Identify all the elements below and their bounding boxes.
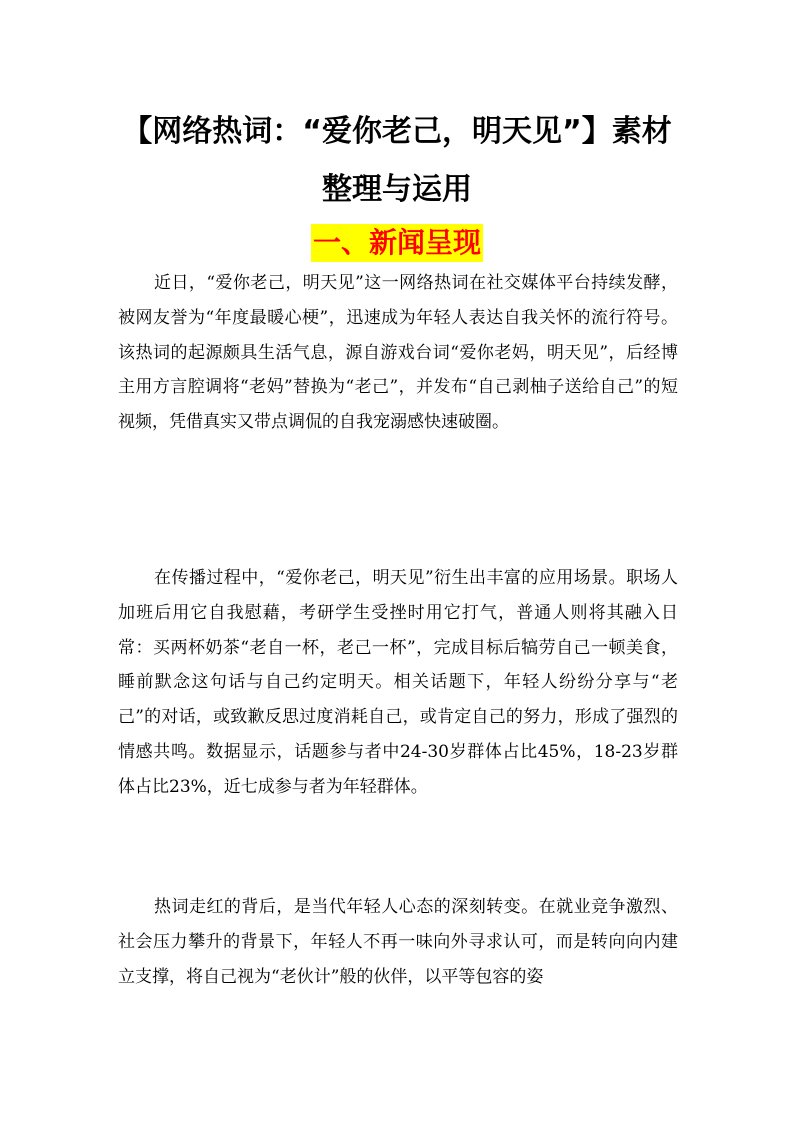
document-title-line1: 【网络热词：“爱你老己，明天见”】素材 <box>122 114 672 149</box>
body-paragraph: 热词走红的背后，是当代年轻人心态的深刻转变。在就业竞争激烈、社会压力攀升的背景下，年轻人不再一味向外寻求认可，而是转向向内建立支撑，将自己视为“老伙计”般的伙伴，以平等包容的姿 <box>118 897 678 987</box>
body-paragraph: 在传播过程中，“爱你老己，明天见”衍生出丰富的应用场景。职场人加班后用它自我慰藉，考研学生受挫时用它打气，普通人则将其融入日常：买两杯奶茶“老自一杯，老己一杯”，完成目标后犒劳自己一顿美食，睡前默念这句话与自己约定明天。相关话题下，年轻人纷纷分享与“老己”的对话，或致歉反思过度消耗自己，或肯定自己的努力，形成了强烈的情感共鸣。数据显示，话题参与者中24-30岁群体占比45%，18-23岁群体占比23%，近七成参与者为年轻群体。 <box>118 568 678 797</box>
section-heading-news <box>0 224 794 264</box>
section-heading-highlight: 一、新闻呈现 <box>311 224 483 262</box>
document-title-line2: 整理与运用 <box>322 172 472 207</box>
body-paragraph: 近日，“爱你老己，明天见”这一网络热词在社交媒体平台持续发酵，被网友誉为“年度最暖心梗”，迅速成为年轻人表达自我关怀的流行符号。该热词的起源颇具生活气息，源自游戏台词“爱你老妈，明天见”，后经博主用方言腔调将“老妈”替换为“老己”，并发布“自己剥柚子送给自己”的短视频，凭借真实又带点调侃的自我宠溺感快速破圈。 <box>118 273 678 433</box>
